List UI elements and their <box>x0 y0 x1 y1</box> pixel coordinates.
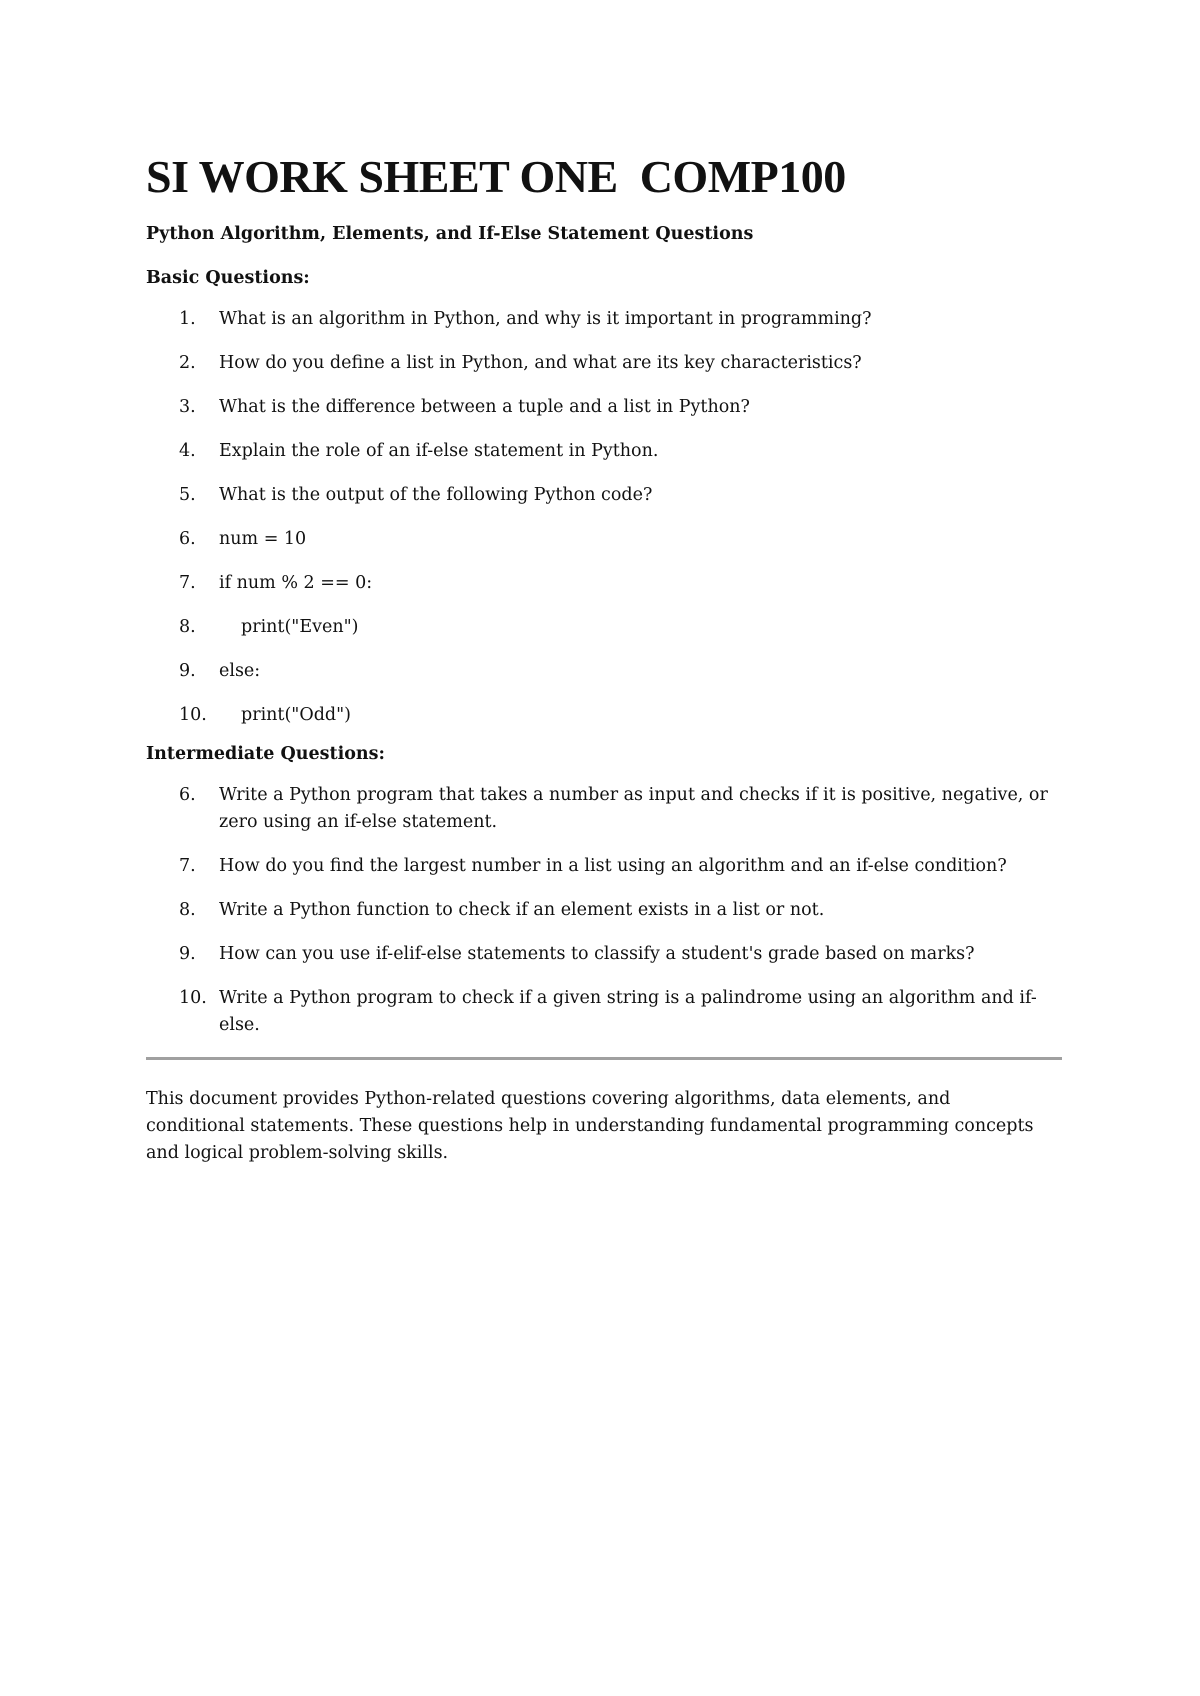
list-item <box>146 570 1062 597</box>
item-text: What is an algorithm in Python, and why is it important in programming? <box>219 309 872 329</box>
page-title: SI WORK SHEET ONE COMP100 <box>146 151 846 202</box>
item-text: Explain the role of an if-else statement in Python. <box>219 441 659 461</box>
item-number: 7. <box>179 573 196 593</box>
basic-questions-list <box>146 306 1062 729</box>
list-item <box>146 438 1062 465</box>
list-item <box>146 702 1062 729</box>
item-number: 4. <box>179 441 196 461</box>
basic-questions-heading: Basic Questions: <box>146 268 310 288</box>
code-line: else: <box>219 661 261 681</box>
code-line: print("Odd") <box>241 705 351 725</box>
item-number: 8. <box>179 617 196 637</box>
list-item <box>146 782 1062 836</box>
item-number: 9. <box>179 661 196 681</box>
list-item <box>146 394 1062 421</box>
list-item <box>146 350 1062 377</box>
list-item <box>146 614 1062 641</box>
item-text: What is the difference between a tuple and a list in Python? <box>219 397 750 417</box>
list-item <box>146 853 1062 880</box>
list-item <box>146 482 1062 509</box>
item-number: 5. <box>179 485 196 505</box>
item-number: 2. <box>179 353 196 373</box>
list-item <box>146 897 1062 924</box>
item-text: Write a Python function to check if an element exists in a list or not. <box>219 900 825 920</box>
horizontal-divider <box>146 1057 1062 1060</box>
intermediate-questions-list <box>146 782 1062 1039</box>
item-number: 10. <box>179 988 207 1008</box>
subtitle: Python Algorithm, Elements, and If-Else Statement Questions <box>146 224 754 244</box>
item-number: 6. <box>179 785 196 805</box>
item-number: 8. <box>179 900 196 920</box>
intermediate-questions-heading: Intermediate Questions: <box>146 744 385 764</box>
item-text: How can you use if-elif-else statements to classify a student's grade based on marks? <box>219 944 975 964</box>
item-text: Write a Python program to check if a given string is a palindrome using an algorithm and if-else. <box>219 988 1037 1035</box>
item-text: How do you define a list in Python, and what are its key characteristics? <box>219 353 862 373</box>
item-number: 7. <box>179 856 196 876</box>
item-number: 3. <box>179 397 196 417</box>
list-item <box>146 941 1062 968</box>
summary-paragraph: This document provides Python-related questions covering algorithms, data elements, and conditional statements. These questions help in understanding fundamental programming concepts and logical problem-solving skills. <box>146 1089 1034 1163</box>
item-number: 6. <box>179 529 196 549</box>
list-item <box>146 526 1062 553</box>
document-content <box>146 150 1062 1167</box>
code-line: if num % 2 == 0: <box>219 573 373 593</box>
item-text: How do you find the largest number in a list using an algorithm and an if-else condition? <box>219 856 1007 876</box>
code-line: num = 10 <box>219 529 307 549</box>
item-text: What is the output of the following Python code? <box>219 485 653 505</box>
item-text: Write a Python program that takes a number as input and checks if it is positive, negative, or zero using an if-else statement. <box>219 785 1048 832</box>
code-line: print("Even") <box>241 617 359 637</box>
item-number: 9. <box>179 944 196 964</box>
list-item <box>146 306 1062 333</box>
item-number: 10. <box>179 705 207 725</box>
item-number: 1. <box>179 309 196 329</box>
list-item <box>146 985 1062 1039</box>
list-item <box>146 658 1062 685</box>
